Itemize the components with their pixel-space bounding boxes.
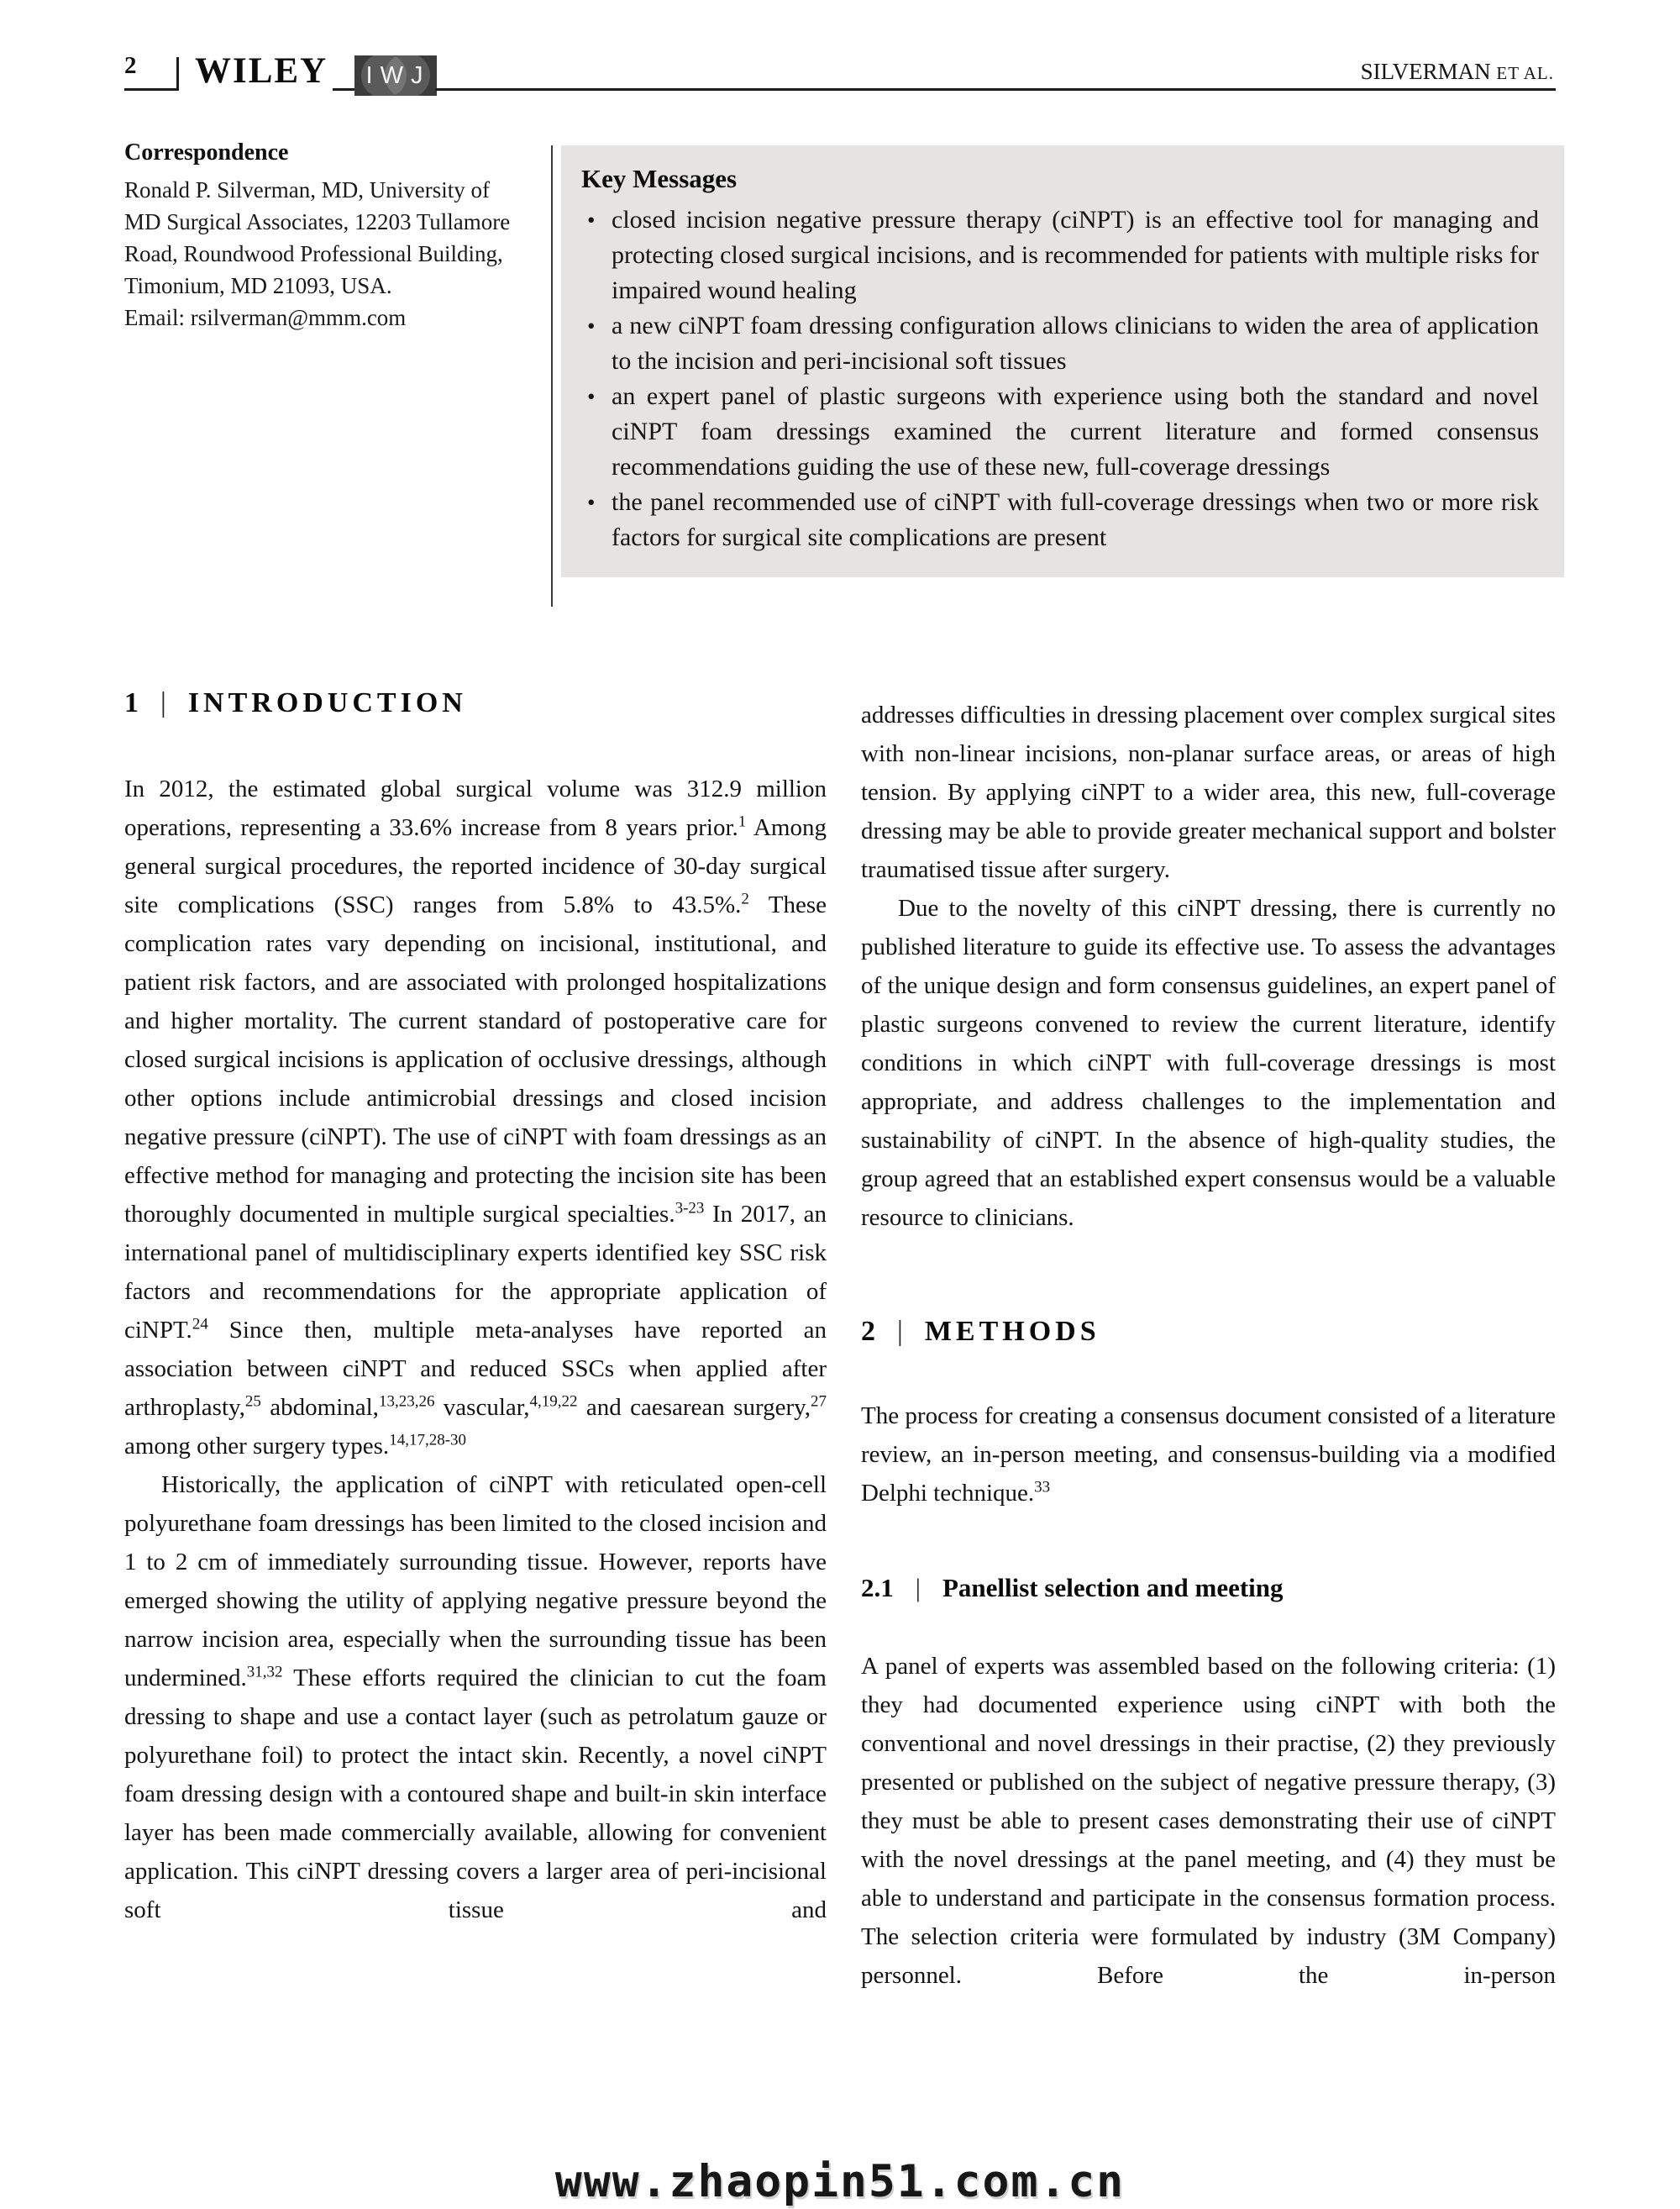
section-title: Panellist selection and meeting	[942, 1573, 1284, 1602]
key-message-item: • a new ciNPT foam dressing configuration allows clinicians to widen the area of application to the incision and peri-incisional soft tissues	[581, 308, 1539, 379]
email-address[interactable]: rsilverman@mmm.com	[190, 305, 407, 330]
section-separator: |	[160, 687, 166, 718]
wiley-logo: WILEY	[195, 51, 328, 91]
section-separator: |	[897, 1316, 903, 1347]
header-rule-left	[124, 88, 176, 91]
key-messages-title: Key Messages	[581, 164, 738, 193]
key-message-item: • closed incision negative pressure therapy (ciNPT) is an effective tool for managing and protecting closed surgical incisions, and is recommended for patients with multiple risks for impaired wound healing	[581, 202, 1539, 308]
key-messages-box	[561, 145, 1564, 577]
section-title: INTRODUCTION	[187, 687, 467, 718]
journal-badge	[354, 55, 437, 96]
email-label: Email:	[124, 305, 191, 330]
reference-superscript: 4,19,22	[529, 1392, 578, 1411]
section-separator: |	[915, 1573, 921, 1602]
header-tick	[176, 57, 179, 91]
header-rule-mid	[333, 88, 354, 91]
correspondence-lines	[124, 174, 549, 302]
correspondence-line: Timonium, MD 21093, USA.	[124, 273, 392, 298]
paragraph: A panel of experts was assembled based on the following criteria: (1) they had documented experience using ciNPT with both the conventional and novel dressings in their practise, (2) they previously presented or published on the subject of negative pressure therapy, (3) they must be able to present cases demonstrating their use of ciNPT with the novel dressings at the panel meeting, and (4) they must be able to understand and participate in the consensus formation process. The selection criteria were formulated by industry (3M Company) personnel. Before the in-person	[861, 1653, 1556, 1989]
correspondence-line: MD Surgical Associates, 12203 Tullamore	[124, 209, 511, 234]
reference-superscript: 33	[1034, 1478, 1051, 1496]
correspondence-line: Ronald P. Silverman, MD, University of	[124, 177, 490, 202]
reference-superscript: 1	[738, 813, 747, 831]
correspondence-block	[124, 139, 549, 334]
paragraph: Due to the novelty of this ciNPT dressing, there is currently no published literature to guide its effective use. To assess the advantages of the unique design and form consensus guidelines, an expert panel of plastic surgeons convened to review the current literature, identify conditions in which ciNPT with full-coverage dressings is most appropriate, and address challenges to the implementation and sustainability of ciNPT. In the absence of high-quality studies, the group agreed that an established expert consensus would be a valuable resource to clinicians.	[861, 895, 1556, 1231]
reference-superscript: 3-23	[675, 1199, 705, 1218]
running-head-suffix: ET AL.	[1496, 63, 1554, 83]
journal-badge-label: IWJ	[365, 61, 431, 89]
right-column	[861, 696, 1556, 1995]
reference-superscript: 24	[192, 1315, 208, 1333]
key-message-item: • the panel recommended use of ciNPT with full-coverage dressings when two or more risk factors for surgical site complications are present	[581, 485, 1539, 555]
reference-superscript: 27	[811, 1392, 827, 1411]
left-column	[124, 687, 827, 1929]
paragraph: addresses difficulties in dressing placement over complex surgical sites with non-linear incisions, non-planar surface areas, or areas of high tension. By applying ciNPT to a wider area, this new, full-coverage dressing may be able to provide greater mechanical support and bolster traumatised tissue after surgery.	[861, 702, 1556, 883]
paragraph: In 2012, the estimated global surgical volume was 312.9 million operations, representing a 33.6% increase from 8 years prior.$^1$ Among general surgical procedures, the reported incidence of 30-day surgical site complications (SSC) ranges from 5.8% to 43.5%.$^2$ These complication rates vary depending on incisional, institutional, and patient risk factors, and are associated with prolonged hospitalizations and higher mortality. The current standard of postoperative care for closed surgical incisions is application of occlusive dressings, although other options include antimicrobial dressings and closed incision negative pressure (ciNPT). The use of ciNPT with foam dressings as an effective method for managing and protecting the incision site has been thoroughly documented in multiple surgical specialties.$^{3-23}$ In 2017, an international panel of multidisciplinary experts identified key SSC risk factors and recommendations for the appropriate application of ciNPT.$^{24}$ Since then, multiple meta-analyses have reported an association between ciNPT and reduced SSCs when applied after arthroplasty,$^{25}$ abdominal,$^{13,23,26}$ vascular,$^{4,19,22}$ and caesarean surgery,$^{27}$ among other surgery types.$^{14,17,28-30}$	[124, 776, 827, 1460]
section-number: 1	[124, 687, 139, 718]
column-divider	[551, 145, 553, 607]
correspondence-heading: Correspondence	[124, 139, 289, 166]
paragraph: Historically, the application of ciNPT with reticulated open-cell polyurethane foam dressings has been limited to the closed incision and 1 to 2 cm of immediately surrounding tissue. However, reports have emerged showing the utility of applying negative pressure beyond the narrow incision area, especially when the surrounding tissue has been undermined.$^{31,32}$ These efforts required the clinician to cut the foam dressing to shape and use a contact layer (such as petrolatum gauze or polyurethane foil) to protect the intact skin. Recently, a novel ciNPT foam dressing design with a contoured shape and built-in skin interface layer has been made commercially available, allowing for convenient application. This ciNPT dressing covers a larger area of peri-incisional soft tissue and	[124, 1471, 827, 1923]
paragraph: The process for creating a consensus document consisted of a literature review, an in-person meeting, and consensus-building via a modified Delphi technique.$^{33}$	[861, 1402, 1556, 1507]
reference-superscript: 31,32	[246, 1663, 283, 1681]
key-messages-list	[581, 202, 1539, 555]
page-number: 2	[124, 52, 137, 79]
watermark: www.zhaopin51.com.cn	[554, 2156, 1126, 2207]
section-title: METHODS	[924, 1316, 1100, 1347]
reference-superscript: 2	[741, 890, 749, 908]
key-message-item: • an expert panel of plastic surgeons with experience using both the standard and novel ciNPT foam dressings examined the current literature and formed consensus recommendations guiding the use of these new, full-coverage dressings	[581, 379, 1539, 485]
section-number: 2	[861, 1316, 875, 1347]
reference-superscript: 14,17,28-30	[389, 1431, 467, 1449]
section-number: 2.1	[861, 1573, 894, 1602]
email-line	[124, 302, 549, 334]
running-head	[1361, 59, 1554, 85]
section-heading	[861, 1316, 1556, 1348]
section-heading	[861, 1573, 1556, 1603]
correspondence-line: Road, Roundwood Professional Building,	[124, 241, 503, 266]
reference-superscript: 25	[244, 1392, 261, 1411]
header-rule-right	[435, 88, 1556, 91]
reference-superscript: 13,23,26	[378, 1392, 435, 1411]
section-heading	[124, 687, 827, 719]
running-head-author: SILVERMAN	[1360, 59, 1491, 84]
